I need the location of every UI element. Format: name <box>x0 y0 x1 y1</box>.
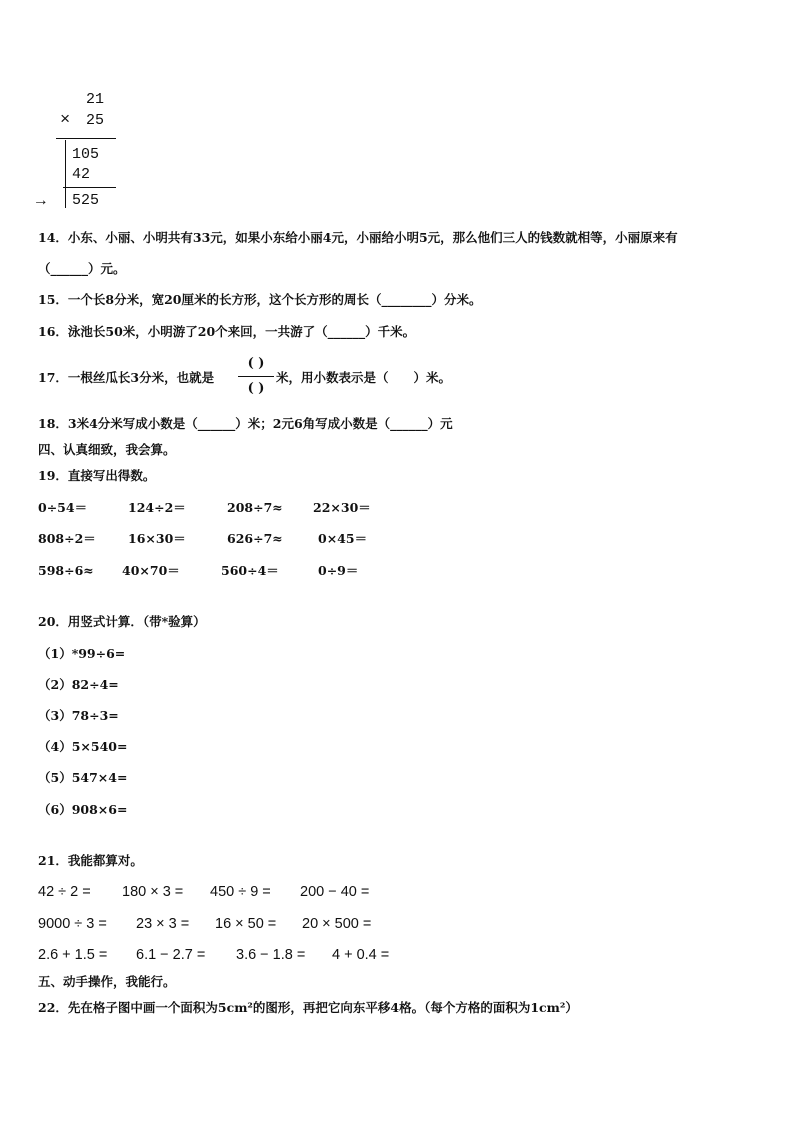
q21-r3-c4: 4 + 0.4 = <box>332 947 390 963</box>
mult-divider-2 <box>63 187 116 188</box>
partial-product-2: 42 <box>72 166 91 183</box>
partial-product-1: 105 <box>72 146 100 163</box>
section-4-title: 四、认真细致，我会算。 <box>38 442 176 457</box>
q19-r1-c1: 0÷54＝ <box>38 500 88 515</box>
q19-r1-c3: 208÷7≈ <box>227 500 283 515</box>
section-5-title: 五、动手操作，我能行。 <box>38 974 176 989</box>
q20-item-1: （1）*99÷6= <box>38 646 126 661</box>
question-14-line-1: 14．小东、小丽、小明共有33元，如果小东给小丽4元，小丽给小明5元，那么他们三人的钱数就相等，小丽原来有 <box>38 230 678 245</box>
question-17-prefix: 17．一根丝瓜长3分米，也就是 <box>38 370 215 385</box>
question-14-line-2: （______）元。 <box>38 261 126 276</box>
q19-r2-c3: 626÷7≈ <box>227 531 283 546</box>
q21-r3-c1: 2.6 + 1.5 = <box>38 947 108 963</box>
q20-item-4: （4）5×540= <box>38 739 128 754</box>
q21-r1-c2: 180 × 3 = <box>122 884 184 900</box>
question-21-title: 21．我能都算对。 <box>38 853 143 868</box>
q21-r2-c2: 23 × 3 = <box>136 916 190 932</box>
q19-r3-c1: 598÷6≈ <box>38 563 94 578</box>
mult-vertical-rule <box>65 140 66 208</box>
question-18: 18．3米4分米写成小数是（______）米；2元6角写成小数是（______）元 <box>38 416 453 431</box>
q21-r1-c3: 450 ÷ 9 = <box>210 884 271 900</box>
q19-r3-c3: 560÷4＝ <box>221 563 279 578</box>
fraction-blank <box>238 354 274 400</box>
q20-item-3: （3）78÷3= <box>38 708 119 723</box>
arrow-icon: → <box>36 192 46 210</box>
q21-r3-c2: 6.1 − 2.7 = <box>136 947 206 963</box>
q19-r1-c2: 124÷2＝ <box>128 500 186 515</box>
q21-r2-c1: 9000 ÷ 3 = <box>38 916 107 932</box>
q19-r1-c4: 22×30＝ <box>313 500 371 515</box>
question-22: 22．先在格子图中画一个面积为5cm²的图形，再把它向东平移4格。（每个方格的面积为1cm²） <box>38 1000 578 1015</box>
question-19-title: 19．直接写出得数。 <box>38 468 156 483</box>
question-17-suffix: 米，用小数表示是（ ）米。 <box>276 370 452 385</box>
q19-r3-c2: 40×70＝ <box>122 563 180 578</box>
q19-r3-c4: 0÷9＝ <box>318 563 359 578</box>
q20-item-5: （5）547×4= <box>38 770 128 785</box>
q19-r2-c4: 0×45＝ <box>318 531 368 546</box>
fraction-bar <box>238 376 274 377</box>
question-20-title: 20．用竖式计算．（带*验算） <box>38 614 206 629</box>
times-sign: × <box>60 111 71 130</box>
q19-r2-c1: 808÷2＝ <box>38 531 96 546</box>
q20-item-6: （6）908×6= <box>38 802 128 817</box>
q21-r2-c3: 16 × 50 = <box>215 916 277 932</box>
q19-r2-c2: 16×30＝ <box>128 531 186 546</box>
q20-item-2: （2）82÷4= <box>38 677 119 692</box>
q21-r2-c4: 20 × 500 = <box>302 916 372 932</box>
q21-r1-c4: 200 − 40 = <box>300 884 370 900</box>
question-15: 15．一个长8分米，宽20厘米的长方形，这个长方形的周长（________）分米。 <box>38 292 482 307</box>
mult-result: 525 <box>72 192 100 209</box>
multiplicand: 21 <box>86 91 105 108</box>
q21-r3-c3: 3.6 − 1.8 = <box>236 947 306 963</box>
question-16: 16．泳池长50米，小明游了20个来回，一共游了（______）千米。 <box>38 324 416 339</box>
fraction-numerator: ( ) <box>247 356 265 371</box>
q21-r1-c1: 42 ÷ 2 = <box>38 884 91 900</box>
fraction-denominator: ( ) <box>247 381 265 396</box>
multiplier: 25 <box>86 112 105 129</box>
